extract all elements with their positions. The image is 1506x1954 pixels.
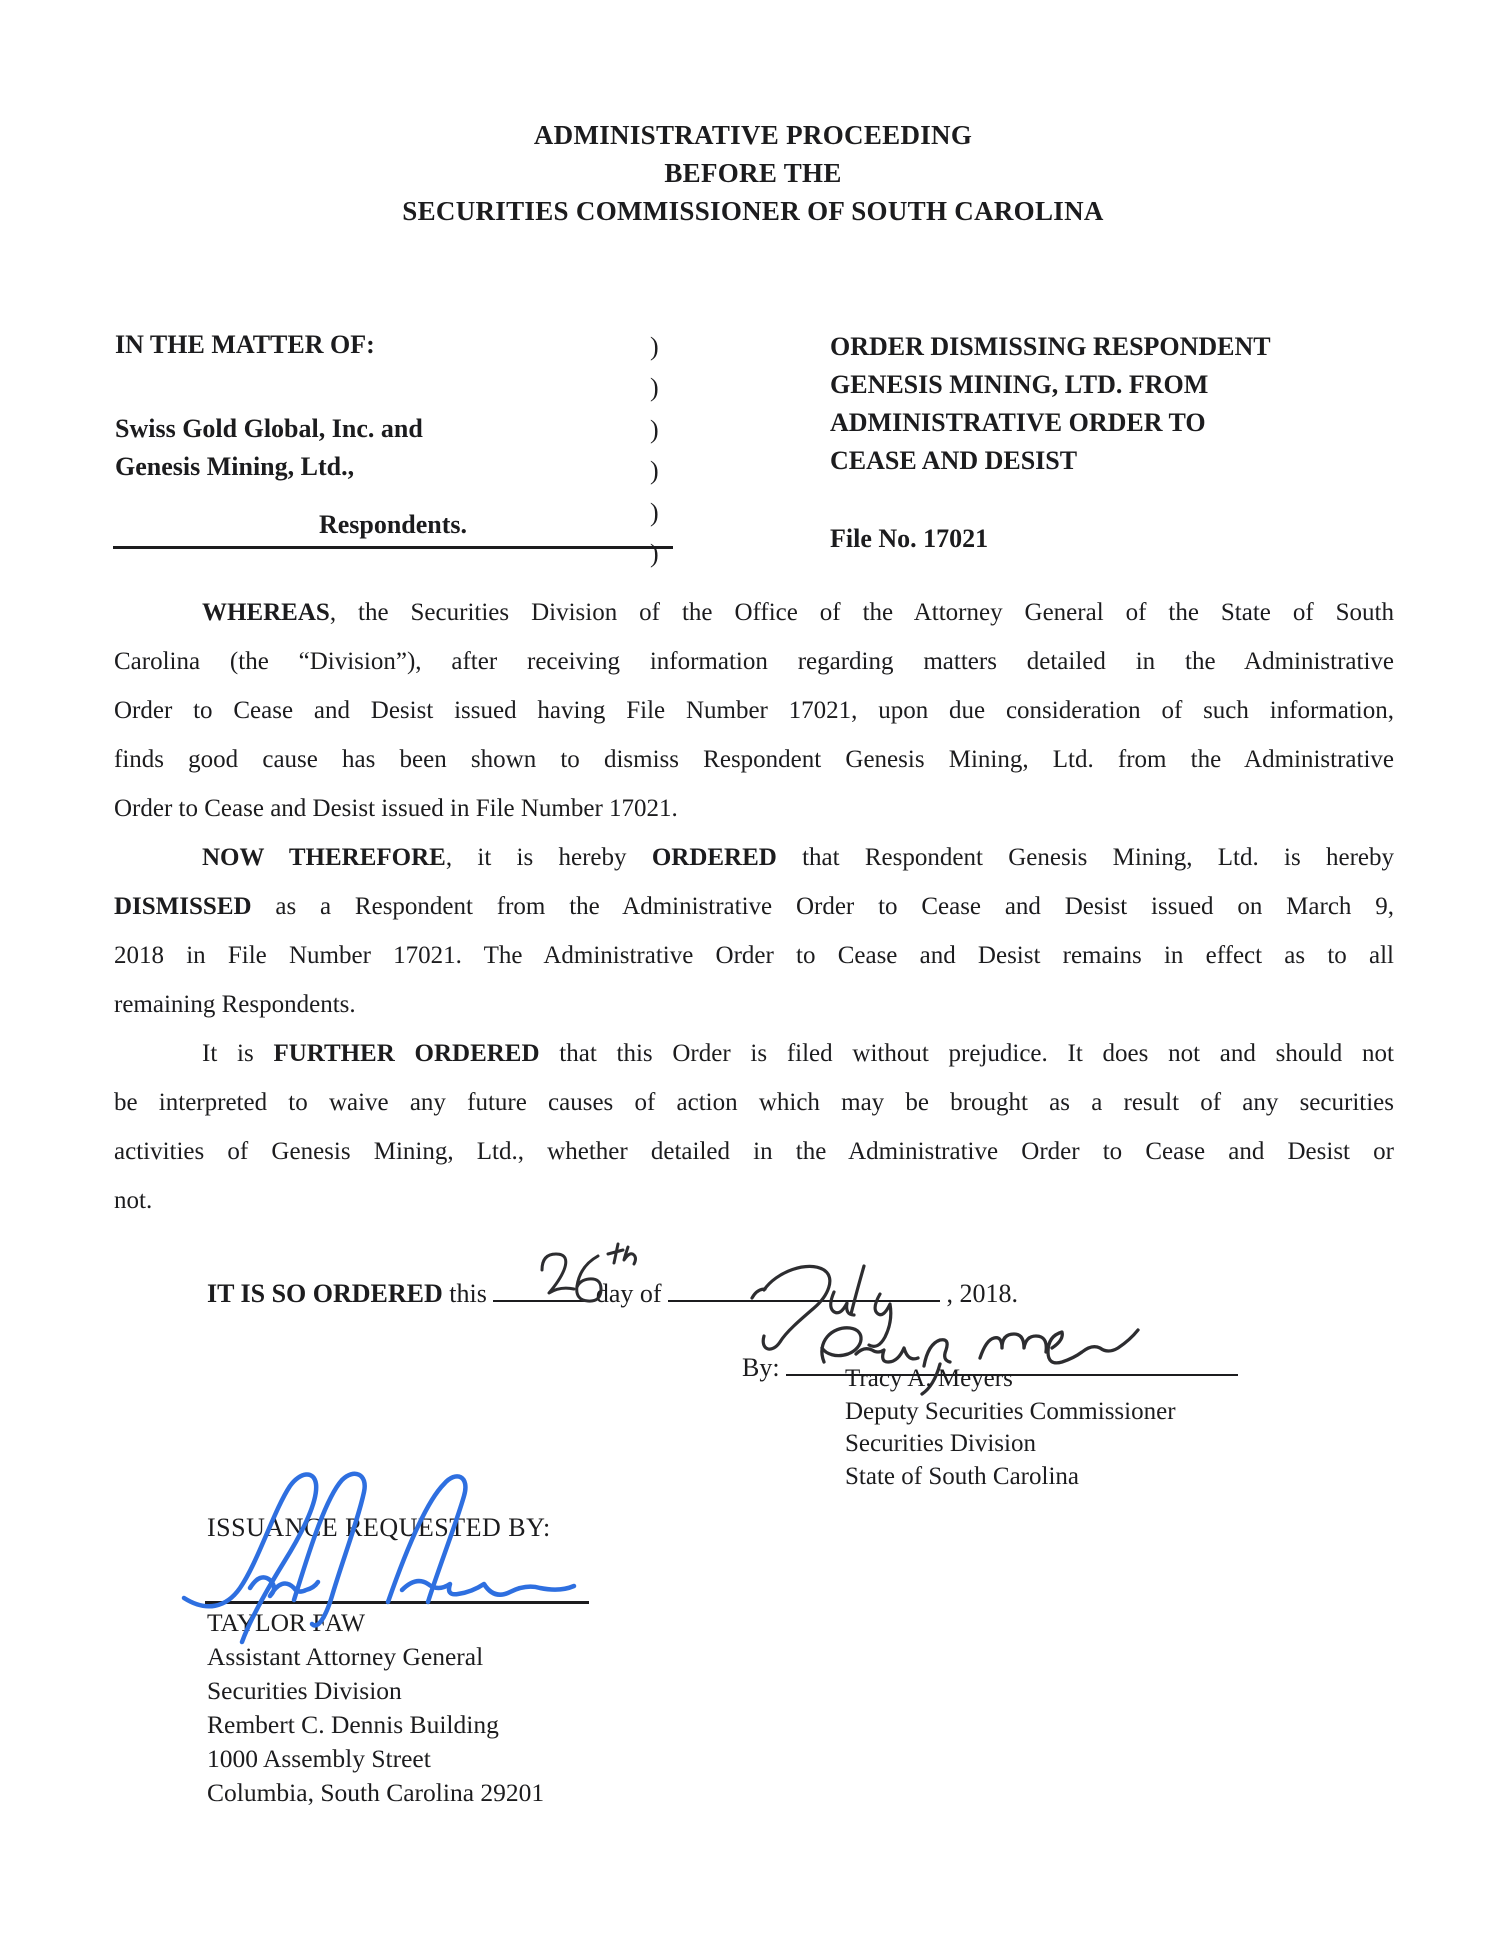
file-number: File No. 17021 (830, 524, 989, 553)
issuance-heading: ISSUANCE REQUESTED BY: (207, 1513, 551, 1542)
handwritten-day (534, 1242, 634, 1306)
so-ordered-dayof: day of (595, 1279, 662, 1308)
signer-line: Securities Division (845, 1430, 1036, 1457)
issuance-line: Columbia, South Carolina 29201 (207, 1778, 545, 1807)
header-line: SECURITIES COMMISSIONER OF SOUTH CAROLINA (402, 196, 1104, 226)
caption-paren-column (650, 326, 659, 574)
caption-matter-label: IN THE MATTER OF: (115, 330, 375, 359)
body-line: WHEREAS, the Securities Division of the Office of the Attorney General of the State of South (202, 599, 1394, 626)
issuance-line: TAYLOR FAW (207, 1608, 366, 1637)
issuance-line: Assistant Attorney General (207, 1642, 484, 1671)
signer-line: State of South Carolina (845, 1462, 1079, 1490)
header-line: BEFORE THE (664, 158, 842, 188)
body-line: 2018 in File Number 17021. The Administrative Order to Cease and Desist remains in effect as to all (114, 942, 1394, 969)
body-line: activities of Genesis Mining, Ltd., whether detailed in the Administrative Order to Cease and Desist or (114, 1138, 1394, 1165)
issuance-line: Securities Division (207, 1676, 402, 1705)
issuance-line: Rembert C. Dennis Building (207, 1710, 499, 1739)
taylor-faw-signature (166, 1470, 606, 1670)
caption-party-1: Swiss Gold Global, Inc. and (115, 414, 423, 443)
so-ordered-year: , 2018. (946, 1279, 1019, 1308)
body-line: be interpreted to waive any future causes of action which may be brought as a result of any securities (114, 1089, 1394, 1116)
by-label: By: (742, 1353, 780, 1382)
body-line: remaining Respondents. (114, 991, 356, 1018)
body-line: Carolina (the “Division”), after receiving information regarding matters detailed in the Administrative (114, 648, 1394, 675)
body-line: Order to Cease and Desist issued having File Number 17021, upon due consideration of such information, (114, 697, 1394, 724)
so-ordered-bold: IT IS SO ORDERED (207, 1279, 443, 1308)
signer-line: Tracy A. Meyers (845, 1365, 1013, 1392)
signer-block (845, 1363, 1176, 1493)
order-title-line: ORDER DISMISSING RESPONDENT (830, 332, 1271, 361)
issuance-line: 1000 Assembly Street (207, 1744, 431, 1773)
caption-paren: ) (650, 497, 659, 527)
body-paragraphs (114, 588, 1394, 1225)
caption-party-2: Genesis Mining, Ltd., (115, 452, 355, 481)
order-title-line: ADMINISTRATIVE ORDER TO (830, 408, 1206, 437)
caption-paren: ) (650, 539, 659, 569)
order-title-line: CEASE AND DESIST (830, 446, 1078, 475)
document-header (0, 116, 1506, 230)
body-line: DISMISSED as a Respondent from the Administrative Order to Cease and Desist issued on March 9, (114, 893, 1394, 920)
body-line: Order to Cease and Desist issued in File Number 17021. (114, 795, 678, 822)
so-ordered-this: this (449, 1279, 487, 1308)
caption-paren: ) (650, 456, 659, 486)
header-line: ADMINISTRATIVE PROCEEDING (533, 120, 973, 150)
body-line: NOW THEREFORE, it is hereby ORDERED that Respondent Genesis Mining, Ltd. is hereby (202, 844, 1394, 871)
caption-underline (113, 546, 673, 549)
caption-paren: ) (650, 332, 659, 361)
body-line: not. (114, 1187, 153, 1214)
signer-line: Deputy Securities Commissioner (845, 1397, 1176, 1425)
order-title (830, 328, 1271, 480)
caption-paren: ) (650, 414, 659, 444)
caption-respondents-label: Respondents. (318, 510, 468, 539)
body-line: finds good cause has been shown to dismiss Respondent Genesis Mining, Ltd. from the Administrative (114, 746, 1394, 773)
caption-paren: ) (650, 373, 659, 403)
body-line: It is FURTHER ORDERED that this Order is filed without prejudice. It does not and should not (202, 1040, 1394, 1067)
order-title-line: GENESIS MINING, LTD. FROM (830, 370, 1209, 399)
